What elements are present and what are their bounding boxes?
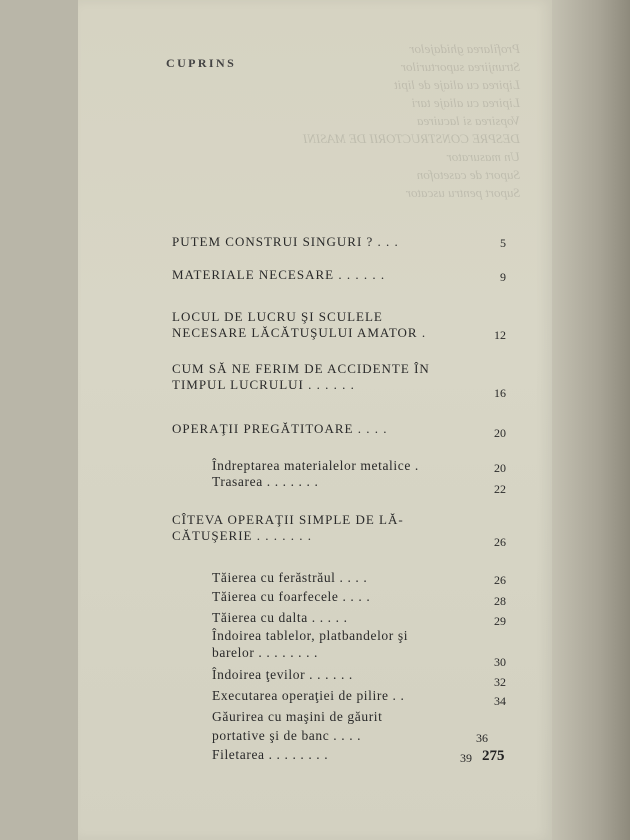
page-number: 275 <box>482 748 505 764</box>
toc-page-number: 32 <box>494 675 506 689</box>
toc-page-number: 9 <box>500 270 506 284</box>
toc-subentry-text: Trasarea . . . . . . . <box>212 474 319 489</box>
toc-page-number: 30 <box>494 655 506 669</box>
toc-page-number: 20 <box>494 426 506 440</box>
bleed-through-text <box>250 40 520 240</box>
toc-subentry-text: Executarea operaţiei de pilire . . <box>212 688 405 703</box>
toc-page-number: 34 <box>494 694 506 708</box>
bleed-line: DESPRE CONSTRUCTORII DE MASINI <box>303 131 520 146</box>
toc-page-number: 12 <box>494 328 506 342</box>
toc-subentry-text: barelor . . . . . . . . <box>212 645 319 660</box>
bleed-line: Un masurator <box>446 149 520 164</box>
toc-page-number: 5 <box>500 236 506 250</box>
toc-subentry-text: portative şi de banc . . . . <box>212 728 362 743</box>
toc-subentry-text: Îndoirea tablelor, platbandelor şi <box>212 628 409 643</box>
toc-subentry-text: Tăierea cu dalta . . . . . <box>212 610 348 625</box>
toc-page-number: 20 <box>494 461 506 475</box>
toc-subentry-text: Găurirea cu maşini de găurit <box>212 709 383 724</box>
toc-subentry-text: Îndreptarea materialelor metalice . <box>212 458 419 473</box>
bleed-line: Strunjirea suporturilor <box>400 59 520 74</box>
toc-entry-text: CÎTEVA OPERAŢII SIMPLE DE LĂ- <box>172 512 404 527</box>
toc-page-number: 39 <box>460 751 472 765</box>
toc-page-number: 36 <box>476 731 488 745</box>
toc-page-number: 26 <box>494 573 506 587</box>
toc-subentry-text: Îndoirea ţevilor . . . . . . <box>212 667 353 682</box>
toc-page-number: 29 <box>494 614 506 628</box>
toc-entry-text: TIMPUL LUCRULUI . . . . . . <box>172 377 355 392</box>
bleed-line: Suport de casetofon <box>416 167 520 182</box>
toc-entry-text: PUTEM CONSTRUI SINGURI ? . . . <box>172 234 399 249</box>
toc-entry-text: MATERIALE NECESARE . . . . . . <box>172 267 386 282</box>
toc-subentry-text: Filetarea . . . . . . . . <box>212 747 329 762</box>
toc-entry-text: CĂTUŞERIE . . . . . . . <box>172 528 312 543</box>
toc-entry-text: OPERAŢII PREGĂTITOARE . . . . <box>172 421 388 436</box>
toc-subentry-text: Tăierea cu foarfecele . . . . <box>212 589 371 604</box>
bleed-line: Lipirea cu aliaje tari <box>411 95 520 110</box>
toc-entry-text: CUM SĂ NE FERIM DE ACCIDENTE ÎN <box>172 361 430 376</box>
toc-subentry-text: Tăierea cu ferăstrăul . . . . <box>212 570 368 585</box>
toc-page-number: 28 <box>494 594 506 608</box>
toc-entry-text: LOCUL DE LUCRU ŞI SCULELE <box>172 309 383 324</box>
page-edge <box>552 0 630 840</box>
bleed-line: Lipirea cu aliaje de lipit <box>394 77 520 92</box>
bleed-line: Vopsirea si lacuirea <box>416 113 520 128</box>
toc-page-number: 22 <box>494 482 506 496</box>
toc-entry-text: NECESARE LĂCĂTUŞULUI AMATOR . <box>172 325 427 340</box>
bleed-line: Profilarea ghidajelor <box>409 41 520 56</box>
toc-page-number: 16 <box>494 386 506 400</box>
bleed-line: Suport pentru uscator <box>405 185 520 200</box>
contents-heading: CUPRINS <box>166 56 237 70</box>
toc-page-number: 26 <box>494 535 506 549</box>
